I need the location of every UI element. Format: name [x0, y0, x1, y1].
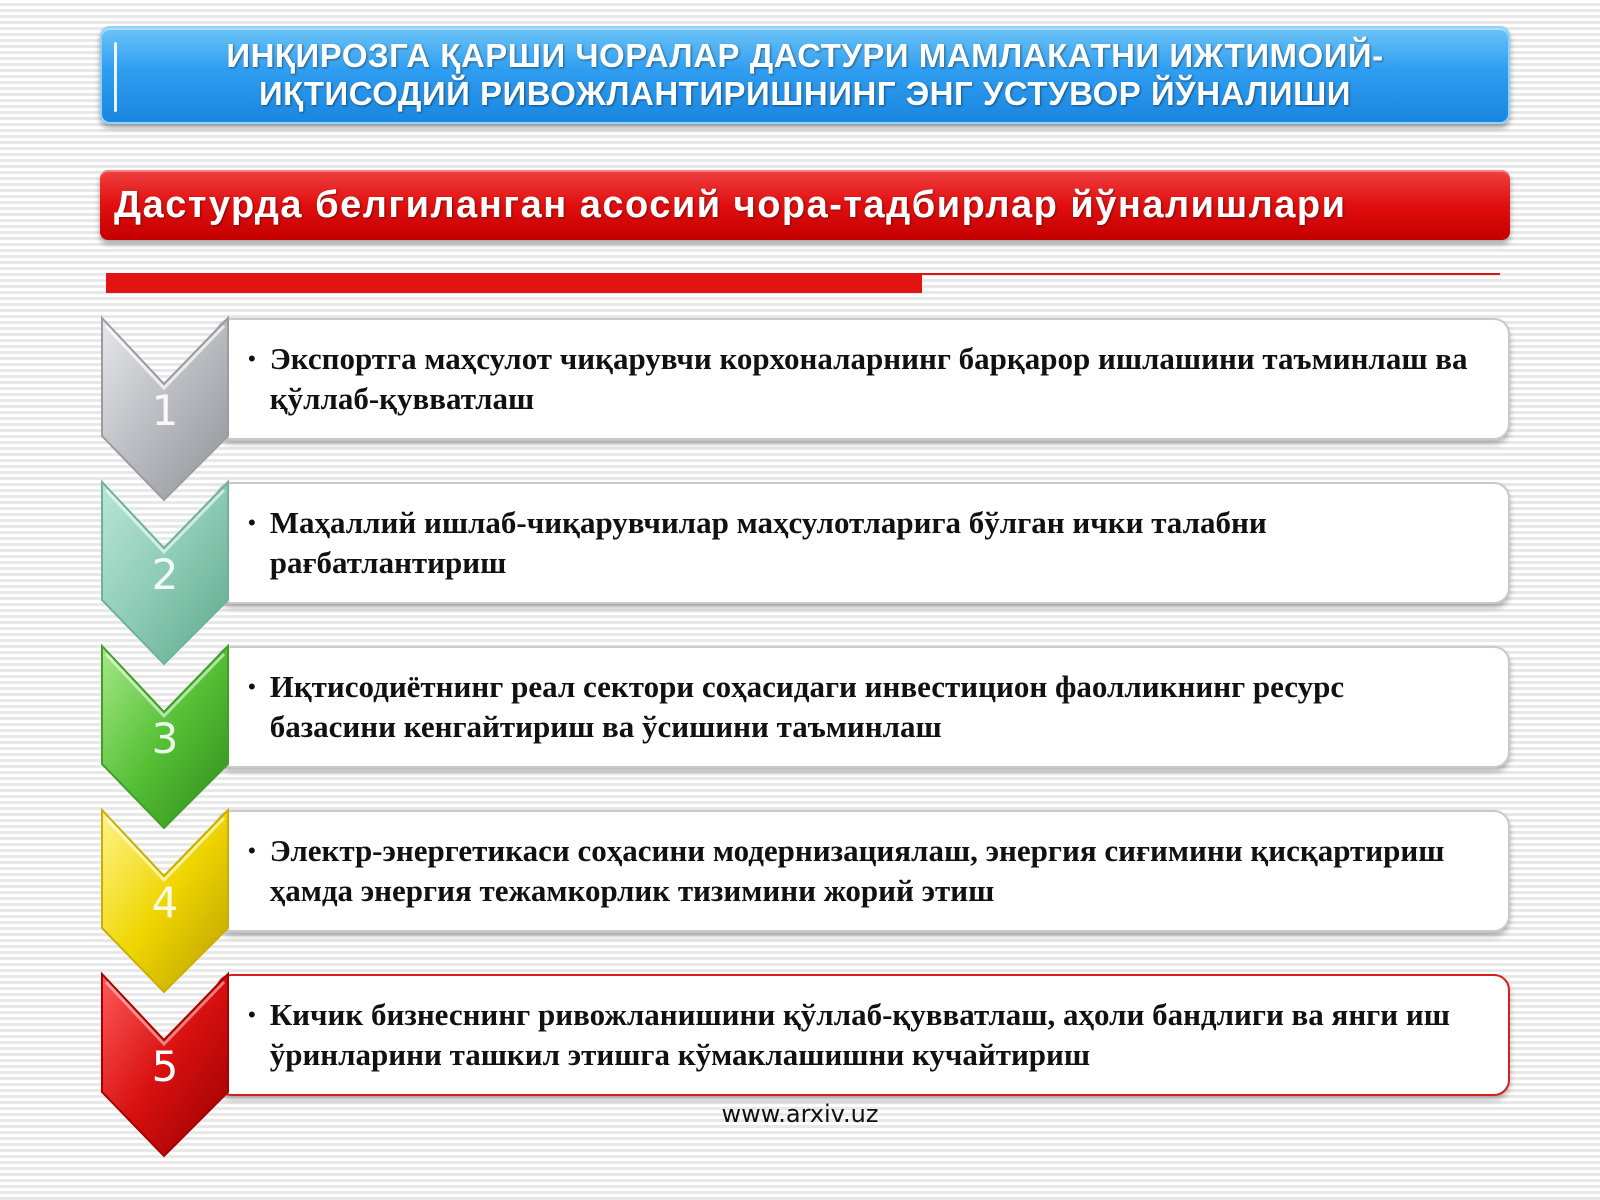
item-text: Экспортга маҳсулот чиқарувчи корхоналарнинг барқарор ишлашини таъминлаш ва қўллаб-қувватлаш [269, 341, 1468, 416]
step-number: 2 [151, 550, 179, 599]
bullet-icon: • [248, 674, 256, 699]
item-text: Электр-энергетикаси соҳасини модернизациялаш, энергия сиғимини қисқартириш ҳамда энергия тежамкорлик тизимини жорий этиш [269, 833, 1445, 908]
bullet-icon: • [248, 346, 256, 371]
step-number: 1 [151, 386, 179, 435]
item-text: Кичик бизнеснинг ривожланишини қўллаб-қувватлаш, аҳоли бандлиги ва янги иш ўринларини ташкил этишга кўмаклашишни кучайтириш [269, 997, 1450, 1072]
item-text: Маҳаллий ишлаб-чиқарувчилар маҳсулотларига бўлган ички талабни рағбатлантириш [269, 505, 1267, 580]
step-number: 3 [151, 714, 179, 763]
list-item [100, 318, 1512, 498]
item-card [216, 318, 1510, 440]
step-number: 5 [151, 1042, 179, 1091]
divider-thin [922, 273, 1500, 275]
section-heading: Дастурда белгиланган асосий чора-тадбирлар йўналишлари [114, 183, 1347, 226]
divider-thick [106, 273, 922, 293]
page-title: ИНҚИРОЗГА ҚАРШИ ЧОРАЛАР ДАСТУРИ МАМЛАКАТНИ ИЖТИМОИЙ-ИҚТИСОДИЙ РИВОЖЛАНТИРИШНИНГ ЭНГ УСТУВОР ЙЎНАЛИШИ [226, 37, 1384, 112]
bullet-icon: • [248, 838, 256, 863]
item-card [216, 810, 1510, 932]
subtitle-banner [100, 170, 1510, 240]
item-card [216, 646, 1510, 768]
list-item [100, 646, 1512, 826]
step-number: 4 [151, 878, 179, 927]
list-item [100, 482, 1512, 662]
item-card [216, 482, 1510, 604]
footer-url: www.arxiv.uz [721, 1100, 879, 1128]
list-item [100, 810, 1512, 990]
bullet-icon: • [248, 1002, 256, 1027]
title-banner [100, 26, 1510, 124]
bullet-icon: • [248, 510, 256, 535]
item-card [216, 974, 1510, 1096]
item-text: Иқтисодиётнинг реал сектори соҳасидаги инвестицион фаолликнинг ресурс базасини кенгайтириш ва ўсишини таъминлаш [269, 669, 1345, 744]
